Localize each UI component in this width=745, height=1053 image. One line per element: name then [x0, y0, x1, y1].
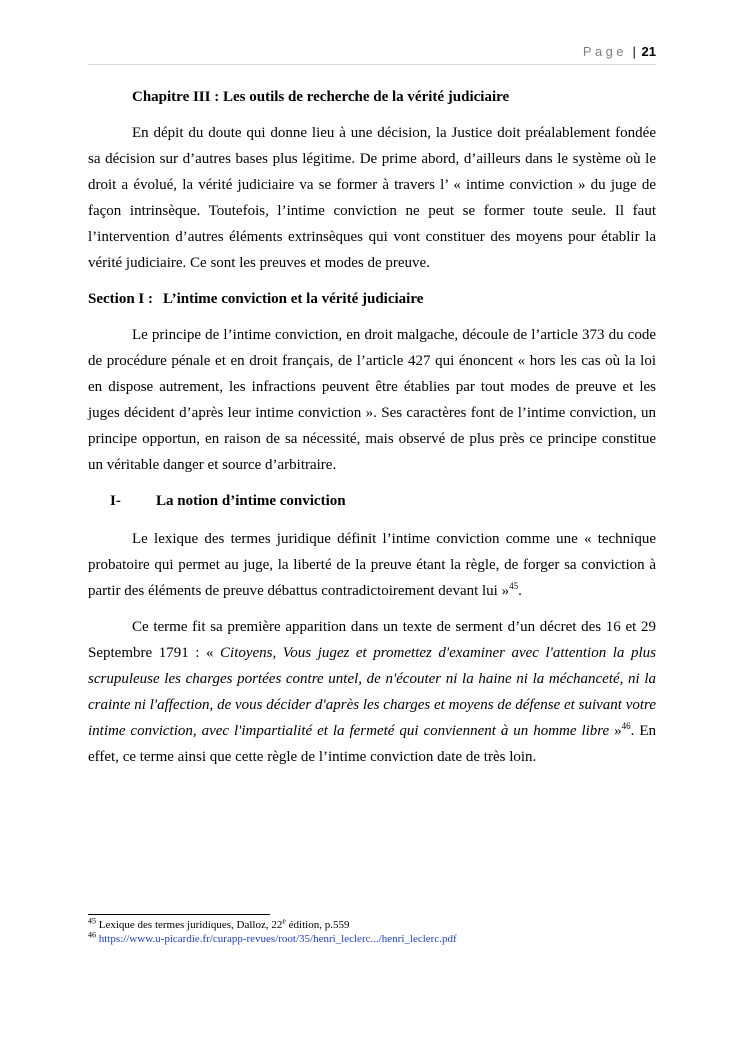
document-body — [88, 84, 656, 780]
footnote-ref-46[interactable]: 46 — [621, 721, 631, 731]
history-end: . En effet, ce terme ainsi que cette règle de l’intime conviction date de très loin. — [88, 723, 656, 765]
footnote-link[interactable]: https://www.u-picardie.fr/curapp-revues/root/35/henri_leclerc.../henri_leclerc.pdf — [98, 933, 457, 945]
subsection-heading — [88, 488, 656, 514]
footnote-number: 45 — [88, 916, 96, 926]
footnote-45 — [88, 918, 656, 932]
footnote-number: 46 — [88, 930, 96, 940]
footnotes — [88, 914, 656, 946]
footnote-text: Lexique des termes juridiques, Dalloz, 22 — [98, 919, 283, 931]
header-separator: | — [632, 44, 636, 59]
history-intro: Ce terme fit sa première apparition dans un texte de serment d’un décret des 16 et 29 Septembre 1791 : « — [88, 619, 656, 661]
footnote-ref-45[interactable]: 45 — [509, 581, 519, 591]
section-paragraph: Le principe de l’intime conviction, en droit malgache, découle de l’article 373 du code de procédure pénale et en droit français, de l’article 427 qui énoncent « hors les cas où la loi en dispose autrement, les infractions peuvent être établies par tout modes de preuve et les juges décident d’après leur intime conviction ». Ses caractères font de l’intime conviction, un principe opportun, en raison de sa nécessité, mais observé de plus près ce principe constitue un véritable danger et source d’arbitraire. — [88, 327, 656, 473]
section-heading — [88, 286, 656, 312]
definition-end: . — [518, 583, 522, 599]
footnote-46 — [88, 932, 656, 946]
subsection-title: La notion d’intime conviction — [156, 493, 346, 509]
subsection-label: I- — [110, 493, 121, 509]
section-title: L’intime conviction et la vérité judiciaire — [163, 291, 424, 307]
definition-paragraph — [88, 526, 656, 604]
intro-paragraph: En dépit du doute qui donne lieu à une décision, la Justice doit préalablement fondée sa décision sur d’autres bases plus légitime. De prime abord, d’ailleurs dans le système où le droit a évolué, la vérité judiciaire va se former à travers l’ « intime conviction » du juge de façon intrinsèque. Toutefois, l’intime conviction ne peut se former toute seule. Il faut l’intervention d’autres éléments extrinsèques qui vont constituer des moyens pour établir la vérité judiciaire. Ce sont les preuves et modes de preuve. — [88, 125, 656, 271]
page-header — [88, 44, 656, 65]
edition-superscript: e — [282, 916, 286, 926]
history-paragraph — [88, 614, 656, 770]
page-number: 21 — [641, 44, 656, 59]
footnote-text-after: édition, p.559 — [285, 919, 350, 931]
chapter-title: Chapitre III : Les outils de recherche de la vérité judiciaire — [132, 89, 510, 105]
page-label: Page — [582, 44, 627, 59]
footnote-separator — [88, 914, 270, 915]
quote-close: » — [609, 723, 622, 739]
definition-text: Le lexique des termes juridique définit l’intime conviction comme une « technique probatoire qui permet au juge, la liberté de la preuve étant la règle, de forger sa conviction à partir des éléments de preuve débattus contradictoirement devant lui » — [88, 531, 656, 599]
oath-quote: Citoyens, Vous jugez et promettez d'examiner avec l'attention la plus scrupuleuse les charges portées contre untel, de n'écouter ni la haine ni la méchanceté, ni la crainte ni l'affection, de vous décider d'après les charges et moyens de défense et suivant votre intime conviction, avec l'impartialité et la fermeté qui conviennent à un homme libre — [88, 645, 656, 739]
section-label: Section I : — [88, 291, 153, 307]
